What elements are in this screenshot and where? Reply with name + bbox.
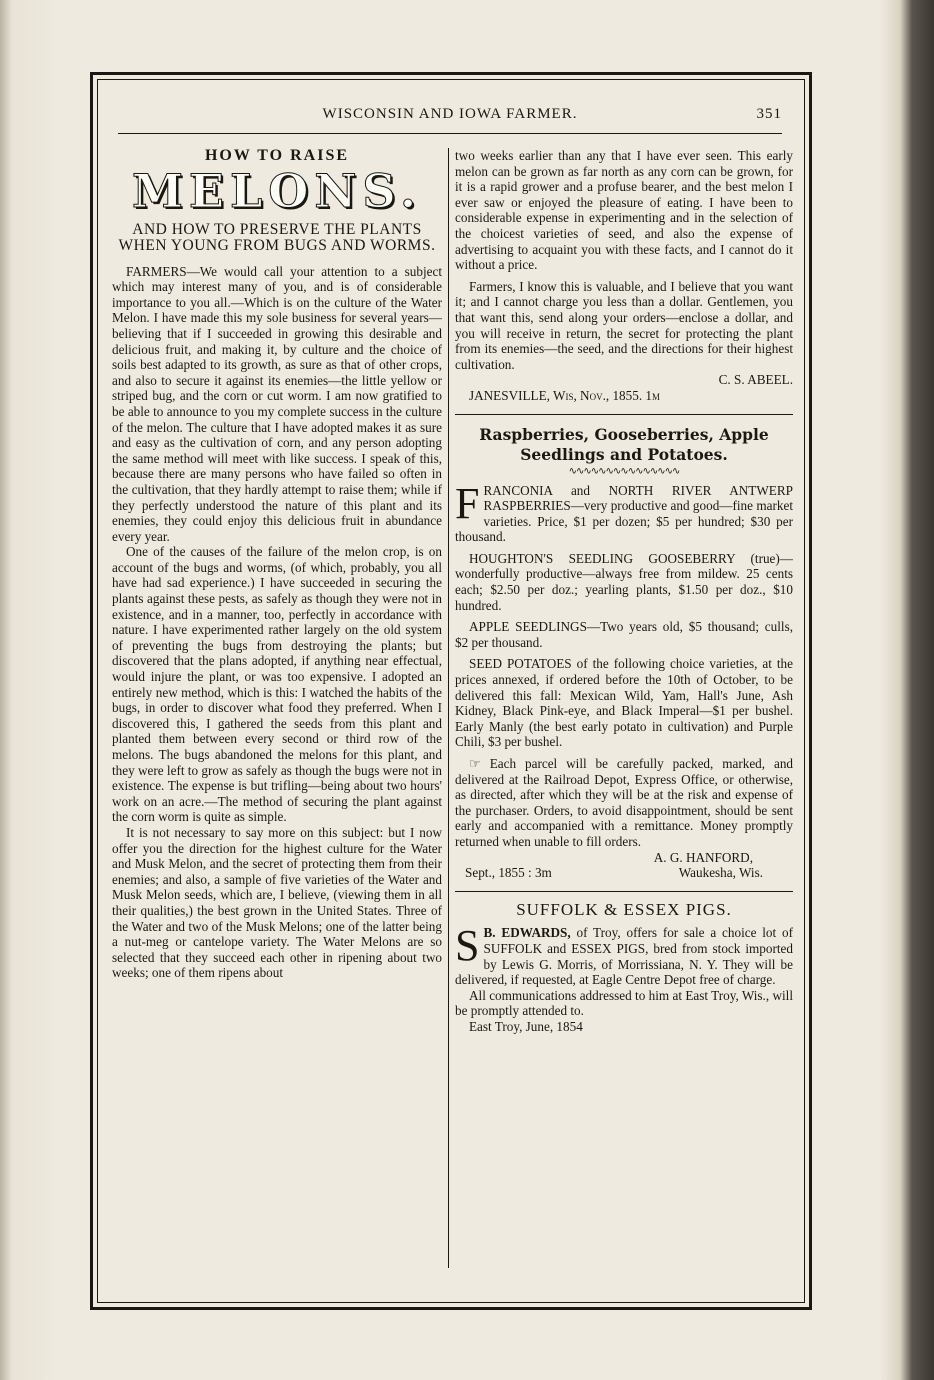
section-rule: [455, 414, 793, 415]
dropcap-f: F: [455, 478, 480, 528]
melons-paragraph-1: FARMERS—We would call your attention to a subject which may interest many of you, and is of considerable importance to you all.—Which is on the culture of the Water Melon. I have made this my sole business for several years—believing that if I succeeded in growing this desirable and delicious fruit, and making it, by culture and the choice of soils best adapted to its growth, as sure as that of other crops, and also to secure it against its enemies—the little yellow or striped bug, and the corn or cut worm. I am now gratified to be able to announce to you my complete success in the culture of the melon. The culture that I have adopted makes it as sure and easy as the cultivation of corn, and any person adopting the same method will meet with like success. I speak of this, because there are many persons who have failed so often in the cultivation, that they hardly attempt to raise them; while if they perfectly understood the nature of this plant and its enemies, they could enjoy this delicious fruit in abundance every year.: [112, 263, 442, 544]
hanford-title: Raspberries, Gooseberries, Apple Seedlings and Potatoes.: [479, 424, 769, 464]
hanford-footer: [455, 865, 793, 881]
header-rule: [118, 133, 782, 134]
left-column: [112, 148, 442, 981]
edwards-title: SUFFOLK & ESSEX PIGS.: [516, 899, 732, 919]
hanford-paragraph-2: HOUGHTON'S SEEDLING GOOSEBERRY (true)—wonderfully productive—always free from mildew. 25 cents each; $2.50 per doz.; yearling plants, $1.50 per doz., $10 hundred.: [455, 550, 793, 613]
melons-dateline: JANESVILLE, Wis, Nov., 1855. 1m: [469, 387, 661, 403]
column-divider: [448, 148, 449, 1268]
edwards-dateline: East Troy, June, 1854: [469, 1018, 583, 1034]
melons-kicker: HOW TO RAISE: [204, 147, 350, 164]
melons-paragraph-3: It is not necessary to say more on this subject: but I now offer you the direction for the highest culture for the Water and Musk Melon, and the secret of protecting them from their enemies; and also, a sample of five varieties of the Water and Musk Melon seeds, which are, I believe, (viewing them in all their qualities,) the best grown in the United States. Three of the Water and two of the Musk Melons; one of the latter being a nut-meg or cantelope variety. The Water Melons are so selected that they succeed each other in ripening about two weeks; one of them ripens about: [112, 824, 442, 981]
melons-signature: C. S. ABEEL.: [718, 372, 793, 388]
edwards-paragraph-2: All communications addressed to him at East Troy, Wis., will be promptly attended to.: [455, 987, 793, 1019]
hanford-paragraph-4: SEED POTATOES of the following choice varieties, at the prices annexed, if ordered before the 10th of October, to be delivered this fall: Mexican Wild, Yam, Hall's June, Ash Kidney, Black Pink-eye, and Black Imperal—$1 per bushel. Early Manly (the best early potato in cultivation) and Purple Chili, $3 per bushel.: [455, 656, 793, 750]
hanford-signature: A. G. HANFORD,: [653, 849, 753, 865]
dropcap-s: S: [455, 921, 480, 971]
melons-paragraph-5: Farmers, I know this is valuable, and I believe that you want it; and I cannot charge you less than a dollar. Gentlemen, you that want this, send along your orders—enclose a dollar, and you will receive in return, the secret for protecting the plant from its enemies—the seed, and the directions for their highest cultivation.: [455, 278, 793, 372]
pointing-hand-icon: ☞: [469, 756, 481, 771]
hanford-paragraph-3: APPLE SEEDLINGS—Two years old, $5 thousand; culls, $2 per thousand.: [455, 619, 793, 650]
hanford-location: Waukesha, Wis.: [678, 865, 763, 881]
melons-title: MELONS.: [131, 163, 423, 218]
section-rule-2: [455, 891, 793, 892]
edwards-paragraph-1: S B. EDWARDS, of Troy, offers for sale a choice lot of SUFFOLK and ESSEX PIGS, bred from stock imported by Lewis G. Morris, of Morrissiana, N. Y. They will be delivered, if requested, at Eagle Centre Depot free of charge.: [455, 921, 793, 988]
page-number: 351: [756, 106, 782, 122]
hanford-date: Sept., 1855 : 3m: [465, 865, 552, 881]
right-column: [455, 148, 793, 1035]
melons-paragraph-2: One of the causes of the failure of the melon crop, is on account of the bugs and worms, (of which, probably, you all have had sad experience.) I have succeeded in securing the plants against these pests, as safely as though they were not in existence, and in a manner, too, perfectly in accordance with nature. I have experimented rather largely on the old system of preventing the bugs from destroying the plants; but discovered that the plans adopted, if anything near effectual, would injure the plant, or was too expensive. I adopted an entirely new method, which is this: I watched the habits of the bugs, in order to discover what food they preferred. When I discovered this, I gathered the seeds from this plant and planted them between every second or third row of the melons. The bugs abandoned the melons for this plant, and they were left to grow as safely as though the bugs were not in existence. The expense is but trifling—being about two hours' work on an acre.—The method of securing the plant against the corn worm is quite as simple.: [112, 544, 442, 825]
melons-subtitle: AND HOW TO PRESERVE THE PLANTS WHEN YOUNG FROM BUGS AND WORMS.: [118, 220, 436, 254]
melons-paragraph-4: two weeks earlier than any that I have ever seen. This early melon can be grown as far north as any corn can be grown, for it is a rapid grower and a profuse bearer, and the best melon I ever saw or enjoyed the pleasure of eating. I have been to considerable expense in experimenting and in the selection of the choicest varieties of seed, and also the expense of advertising to acquaint you with these facts, and I cannot do it without a price.: [455, 148, 793, 273]
hanford-paragraph-1: FRANCONIA and NORTH RIVER ANTWERP RASPBERRIES—very productive and good—fine market varieties. Price, $1 per dozen; $5 per hundred; $30 per thousand.: [455, 478, 793, 545]
hanford-paragraph-5: ☞ Each parcel will be carefully packed, marked, and delivered at the Railroad Depot, Express Office, or otherwise, as directed, after which they will be at the risk and expense of the purchaser. Orders, to avoid disappointment, should be sent early and accompanied with a remittance. Money promptly returned when unable to fill orders.: [455, 756, 794, 849]
edwards-name: B. EDWARDS,: [483, 925, 571, 941]
running-title: WISCONSIN AND IOWA FARMER.: [322, 106, 578, 122]
ornamental-rule: ∿∿∿∿∿∿∿∿∿∿∿∿∿∿∿: [568, 465, 680, 477]
running-head: [118, 100, 782, 128]
